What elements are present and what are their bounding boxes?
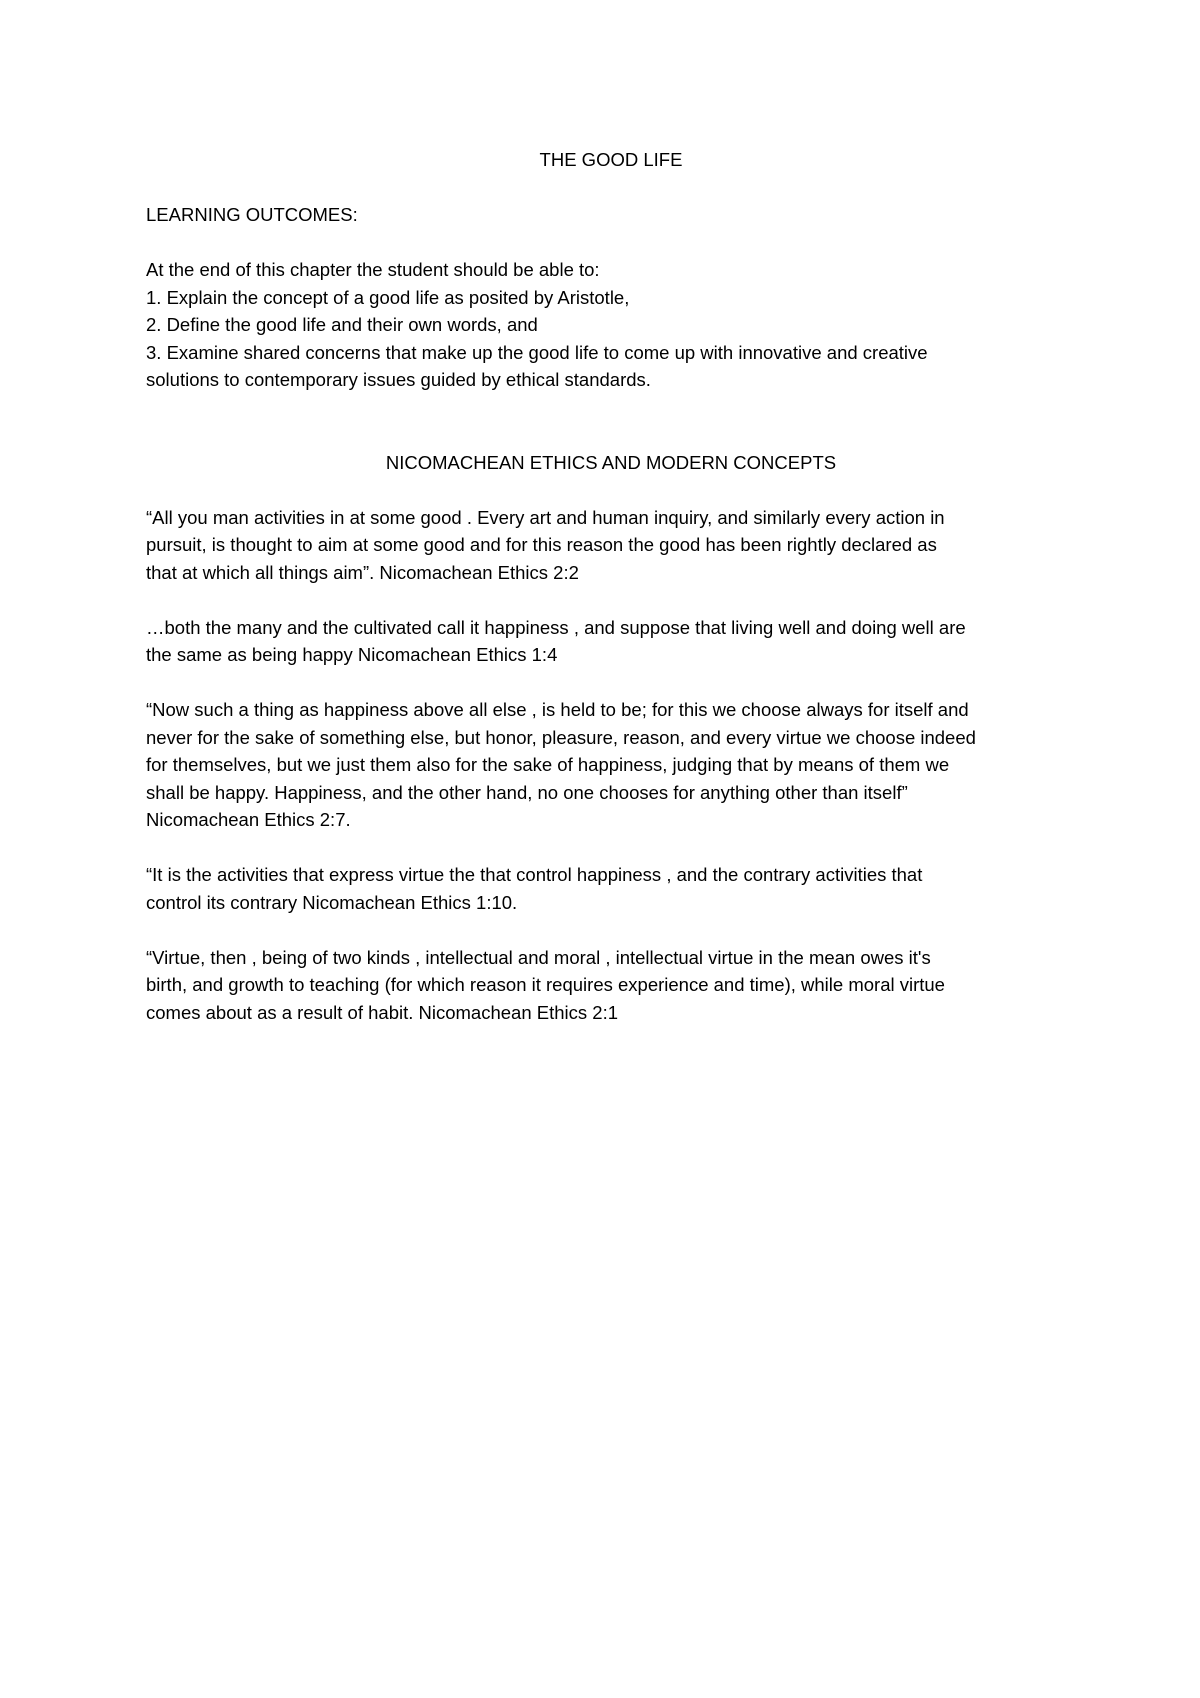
learning-outcomes-heading: LEARNING OUTCOMES: — [146, 204, 358, 225]
quote-line: Nicomachean Ethics 2:7. — [146, 809, 351, 830]
quote-paragraph — [146, 504, 1076, 587]
document-title: THE GOOD LIFE — [539, 149, 683, 170]
quote-line: for themselves, but we just them also for the sake of happiness, judging that by means of them we — [146, 754, 950, 775]
section-heading: NICOMACHEAN ETHICS AND MODERN CONCEPTS — [385, 451, 837, 473]
quote-line: the same as being happy Nicomachean Ethics 1:4 — [146, 644, 558, 665]
quote-line: shall be happy. Happiness, and the other hand, no one chooses for anything other than itself” — [146, 781, 908, 803]
quote-line: pursuit, is thought to aim at some good and for this reason the good has been rightly declared as — [146, 534, 937, 555]
quote-paragraph — [146, 944, 1076, 1027]
quote-line: comes about as a result of habit. Nicomachean Ethics 2:1 — [146, 1001, 619, 1023]
quote-line: “Now such a thing as happiness above all else , is held to be; for this we choose always for itself and — [146, 699, 969, 720]
quote-line: “It is the activities that express virtue the that control happiness , and the contrary activities that — [146, 864, 923, 885]
outcome-item: 2. Define the good life and their own words, and — [146, 314, 538, 335]
quote-line: …both the many and the cultivated call it happiness , and suppose that living well and doing well are — [146, 616, 966, 638]
quote-line: control its contrary Nicomachean Ethics 1:10. — [146, 891, 518, 913]
quote-line: “Virtue, then , being of two kinds , intellectual and moral , intellectual virtue in the mean owes it's — [146, 946, 931, 968]
outcome-item-continuation: solutions to contemporary issues guided by ethical standards. — [146, 369, 651, 390]
quote-paragraph — [146, 861, 1076, 916]
document-content — [146, 146, 1076, 1026]
quote-line: never for the sake of something else, but honor, pleasure, reason, and every virtue we choose indeed — [146, 726, 976, 748]
outcome-item: 1. Explain the concept of a good life as posited by Aristotle, — [146, 286, 630, 308]
quote-paragraph — [146, 614, 1076, 669]
outcomes-intro: At the end of this chapter the student should be able to: — [146, 259, 600, 280]
quote-paragraph — [146, 696, 1076, 834]
quote-line: “All you man activities in at some good . Every art and human inquiry, and similarly every action in — [146, 506, 945, 528]
quote-line: that at which all things aim”. Nicomachean Ethics 2:2 — [146, 561, 579, 583]
learning-outcomes-list — [146, 256, 1076, 394]
quote-line: birth, and growth to teaching (for which reason it requires experience and time), while moral virtue — [146, 974, 945, 995]
outcome-item: 3. Examine shared concerns that make up the good life to come up with innovative and creative — [146, 341, 928, 363]
